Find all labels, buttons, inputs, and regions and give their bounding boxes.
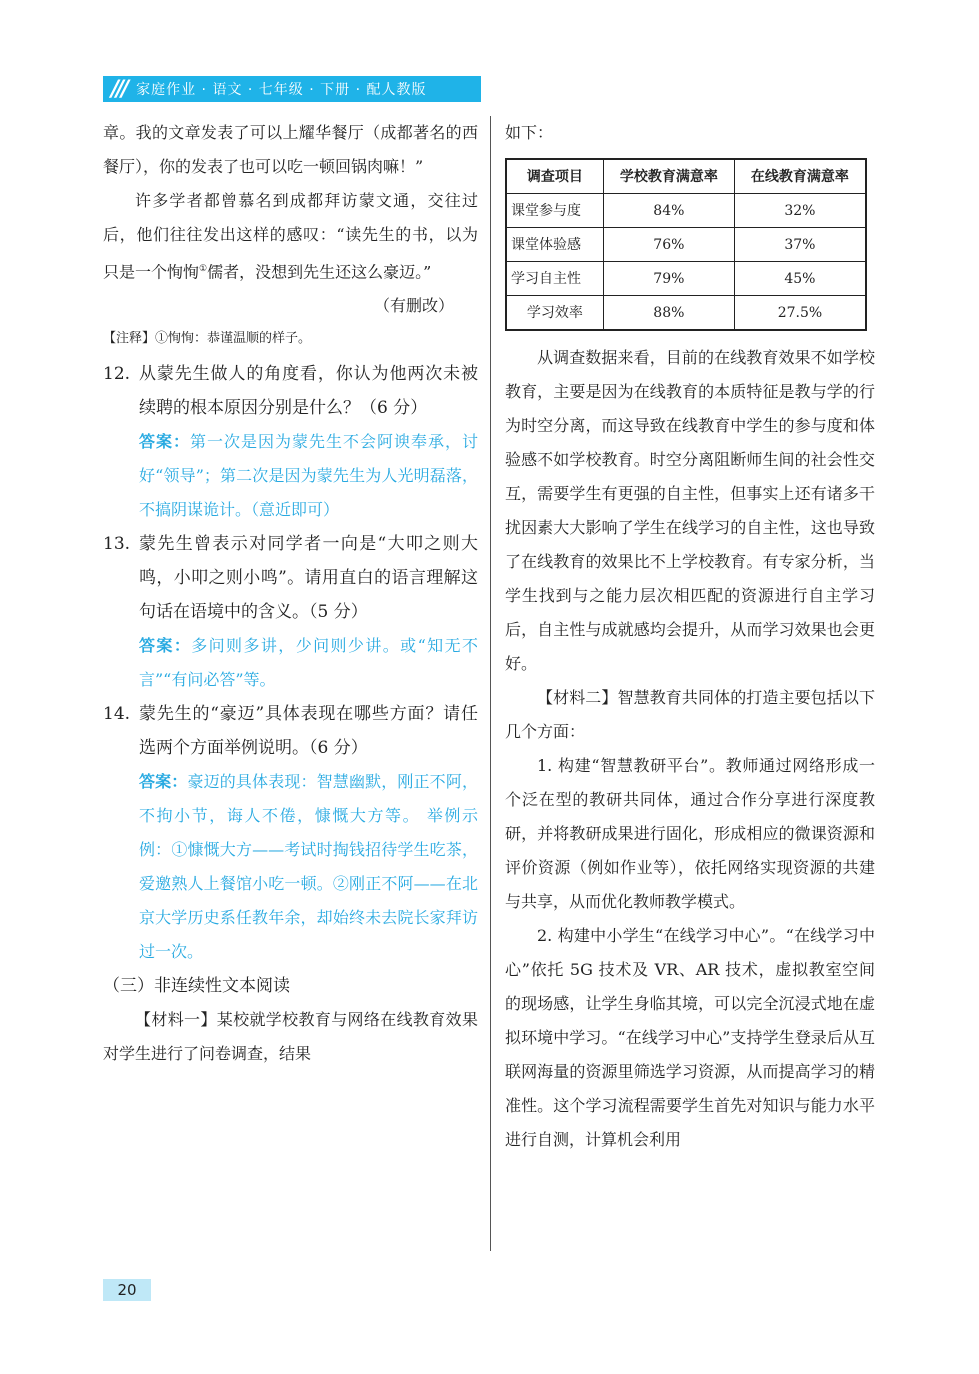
table-cell: 27.5% <box>734 296 866 331</box>
table-cell: 37% <box>734 228 866 262</box>
footnote-marker: ① <box>199 264 208 274</box>
table-header-cell: 在线教育满意率 <box>734 159 866 194</box>
left-column <box>103 116 478 1071</box>
paragraph: 许多学者都曾慕名到成都拜访蒙文通，交往过后，他们往往发出这样的感叹：“读先生的书，以为只是一个恂恂①儒者，没想到先生还这么豪迈。” <box>103 191 478 282</box>
running-header <box>103 76 481 102</box>
table-cell: 学习效率 <box>506 296 603 331</box>
answer-12 <box>139 425 478 527</box>
table-cell: 32% <box>734 194 866 228</box>
table-cell: 学习自主性 <box>506 262 603 296</box>
table-header-cell: 调查项目 <box>506 159 603 194</box>
answer-13 <box>139 629 478 697</box>
answer-text: 第一次是因为蒙先生不会阿谀奉承，讨好“领导”；第二次是因为蒙先生为人光明磊落，不搞阴谋诡计。（意近即可） <box>139 432 478 520</box>
table-cell: 课堂体验感 <box>506 228 603 262</box>
question-text: 蒙先生曾表示对同学者一向是“大叩之则大鸣，小叩之则小鸣”。请用直白的语言理解这句话在语境中的含义。（5 分） <box>139 534 478 623</box>
table-cell: 79% <box>603 262 734 296</box>
question-number: 12. <box>103 364 131 385</box>
table-cell: 45% <box>734 262 866 296</box>
header-title: 家庭作业 · 语文 · 七年级 · 下册 · 配人教版 <box>136 82 427 98</box>
source-note: （有删改） <box>373 296 454 316</box>
answer-label: 答案： <box>139 636 192 656</box>
table-row <box>506 194 866 228</box>
survey-table <box>505 158 867 331</box>
table-cell: 88% <box>603 296 734 331</box>
question-text: 从蒙先生做人的角度看，你认为他两次未被续聘的根本原因分别是什么？（6 分） <box>139 364 478 419</box>
section-heading: （三）非连续性文本阅读 <box>103 976 290 997</box>
answer-text: 多问则多讲，少问则少讲。或“知无不言”“有问必答”等。 <box>139 636 478 690</box>
question-12 <box>103 357 478 425</box>
answer-label: 答案： <box>139 772 188 792</box>
table-row <box>506 296 866 331</box>
question-14 <box>103 697 478 765</box>
paragraph: 【材料一】某校就学校教育与网络在线教育效果对学生进行了问卷调查，结果 <box>103 1010 478 1064</box>
table-cell: 课堂参与度 <box>506 194 603 228</box>
question-number: 13. <box>103 534 131 555</box>
question-number: 14. <box>103 704 131 725</box>
question-13 <box>103 527 478 629</box>
footnote: 【注释】①恂恂：恭谨温顺的样子。 <box>103 331 312 347</box>
answer-label: 答案： <box>139 432 190 452</box>
paragraph: 从调查数据来看，目前的在线教育效果不如学校教育，主要是因为在线教育的本质特征是教与学的行为时空分离，而这导致在线教育中学生的参与度和体验感不如学校教育。时空分离阻断师生间的社会性交互，需要学生有更强的自主性，但事实上还有诸多干扰因素大大影响了学生在线学习的自主性，这也导致了在线教育的效果比不上学校教育。有专家分析，当学生找到与之能力层次相匹配的资源进行自主学习后，自主性与成就感均会提升，从而学习效果也会更好。 <box>505 348 875 673</box>
table-cell: 76% <box>603 228 734 262</box>
table-header-row <box>506 159 866 194</box>
table-header-cell: 学校教育满意率 <box>603 159 734 194</box>
paragraph: 2. 构建中小学生“在线学习中心”。“在线学习中心”依托 5G 技术及 VR、AR 技术，虚拟教室空间的现场感，让学生身临其境，可以完全沉浸式地在虚拟环境中学习。“在线学习中心”支持学生登录后从互联网海量的资源里筛选学习资源，从而提高学习的精准性。这个学习流程需要学生首先对知识与能力水平进行自测，计算机会利用 <box>505 926 875 1149</box>
page-number: 20 <box>103 1279 151 1301</box>
question-text: 蒙先生的“豪迈”具体表现在哪些方面？请任选两个方面举例说明。（6 分） <box>139 704 478 759</box>
paragraph: 如下： <box>505 123 554 142</box>
answer-14 <box>139 765 478 969</box>
table-row <box>506 262 866 296</box>
paragraph: 章。我的文章发表了可以上耀华餐厅（成都著名的西餐厅），你的发表了也可以吃一顿回锅肉嘛！” <box>103 123 478 176</box>
table-cell: 84% <box>603 194 734 228</box>
paragraph: 【材料二】智慧教育共同体的打造主要包括以下几个方面： <box>505 688 875 741</box>
table-row <box>506 228 866 262</box>
column-divider <box>490 116 491 1251</box>
answer-text: 豪迈的具体表现：智慧幽默，刚正不阿，不拘小节，诲人不倦，慷慨大方等。 举例示例：①慷慨大方——考试时掏钱招待学生吃茶，爱邀熟人上餐馆小吃一顿。②刚正不阿——在北京大学历史系任教年余，却始终未去院长家拜访过一次。 <box>139 772 478 962</box>
right-column <box>505 116 875 1157</box>
paragraph: 1. 构建“智慧教研平台”。教师通过网络形成一个泛在型的教研共同体，通过合作分享进行深度教研，并将教研成果进行固化，形成相应的微课资源和评价资源（例如作业等），依托网络实现资源的共建与共享，从而优化教师教学模式。 <box>505 756 875 911</box>
header-slashes-decoration: /// <box>111 76 127 102</box>
